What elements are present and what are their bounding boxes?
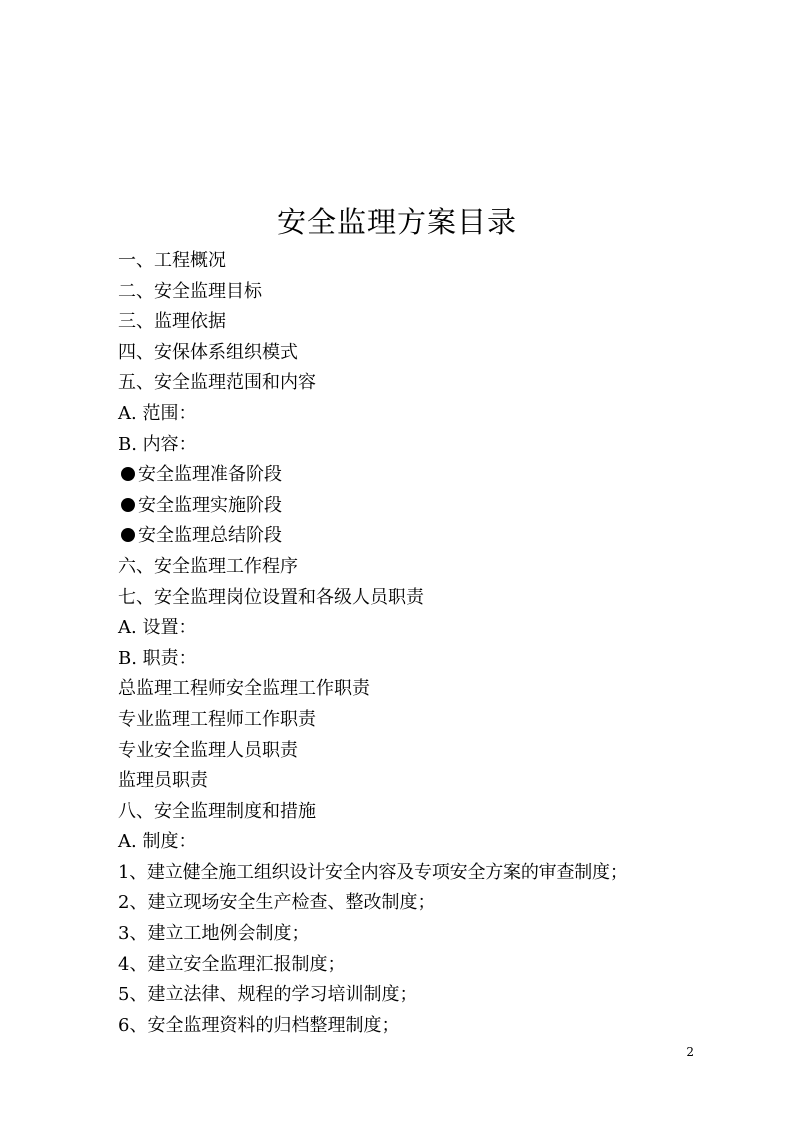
toc-item-text: 6、安全监理资料的归档整理制度； (118, 1014, 400, 1036)
toc-bullet-item (118, 521, 718, 552)
toc-item-text: 专业安全监理人员职责 (118, 739, 298, 761)
toc-item (118, 888, 718, 919)
toc-item (118, 644, 718, 675)
page-number: 2 (686, 1045, 694, 1059)
toc-item (118, 736, 718, 767)
toc-item-text: 监理员职责 (118, 770, 208, 792)
toc-item-text: 五、安全监理范围和内容 (118, 372, 316, 394)
toc-item (118, 583, 718, 614)
toc-item-text: 专业监理工程师工作职责 (118, 708, 316, 730)
toc-item-text: 八、安全监理制度和措施 (118, 800, 316, 822)
toc-item (118, 552, 718, 583)
toc-item (118, 674, 718, 705)
toc-item-text: 5、建立法律、规程的学习培训制度； (118, 984, 418, 1006)
toc-item-text: 七、安全监理岗位设置和各级人员职责 (118, 586, 424, 608)
toc-item (118, 919, 718, 950)
toc-item (118, 1011, 718, 1042)
toc-item-text: 安全监理准备阶段 (138, 464, 282, 486)
toc-item (118, 399, 718, 430)
toc-item-text: 3、建立工地例会制度； (118, 923, 310, 945)
toc-bullet-item (118, 491, 718, 522)
toc-item (118, 277, 718, 308)
toc-item (118, 797, 718, 828)
bullet-icon (121, 467, 135, 481)
toc-item (118, 338, 718, 369)
toc-item (118, 827, 718, 858)
toc-item (118, 950, 718, 981)
toc-bullet-item (118, 460, 718, 491)
bullet-icon (121, 528, 135, 542)
toc-item (118, 368, 718, 399)
toc-item-text: B. 职责： (118, 647, 197, 669)
toc-item (118, 980, 718, 1011)
bullet-icon (121, 498, 135, 512)
toc-item-text: 总监理工程师安全监理工作职责 (118, 678, 370, 700)
toc-item (118, 246, 718, 277)
toc-item-text: 二、安全监理目标 (118, 280, 262, 302)
toc-item (118, 430, 718, 461)
toc-item-text: A. 范围： (118, 402, 197, 424)
toc-item-text: 六、安全监理工作程序 (118, 555, 298, 577)
toc-item-text: B. 内容： (118, 433, 197, 455)
document-title: 安全监理方案目录 (276, 205, 517, 239)
toc-item-text: 安全监理总结阶段 (138, 525, 282, 547)
toc-item-text: 四、安保体系组织模式 (118, 341, 298, 363)
toc-item (118, 858, 718, 889)
toc-item-text: 一、工程概况 (118, 250, 226, 271)
toc-item-text: 1、建立健全施工组织设计安全内容及专项安全方案的审查制度； (118, 861, 628, 883)
toc-item-text: 4、建立安全监理汇报制度； (118, 953, 346, 975)
toc-item (118, 766, 718, 797)
toc-item-text: A. 设置： (118, 617, 197, 639)
toc-item (118, 307, 718, 338)
toc-item (118, 613, 718, 644)
toc-item-text: A. 制度： (118, 831, 197, 853)
toc-item-text: 安全监理实施阶段 (138, 494, 282, 516)
toc-item (118, 705, 718, 736)
toc-item-text: 2、建立现场安全生产检查、整改制度； (118, 892, 436, 914)
table-of-contents (118, 246, 718, 1041)
toc-item-text: 三、监理依据 (118, 311, 226, 333)
